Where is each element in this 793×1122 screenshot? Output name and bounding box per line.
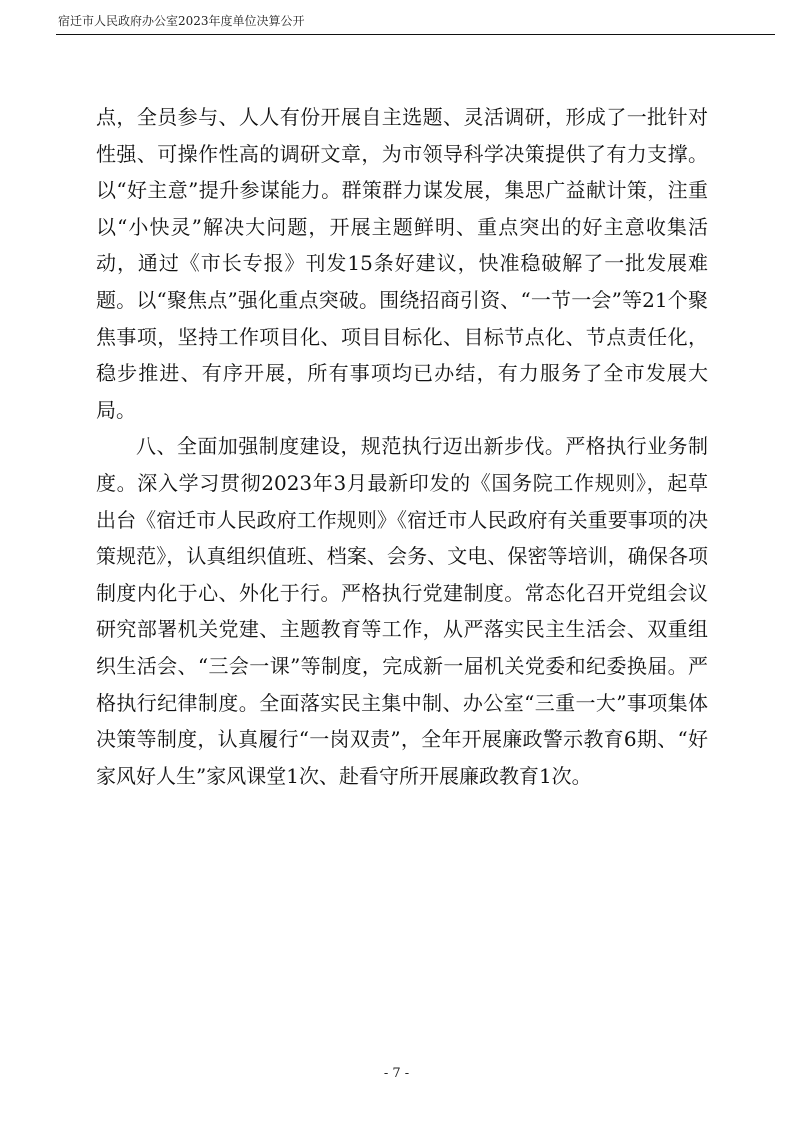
paragraph-section-eight: 八、全面加强制度建设，规范执行迈出新步伐。严格执行业务制度。深入学习贯彻2023年3月最新印发的《国务院工作规则》，起草出台《宿迁市人民政府工作规则》《宿迁市人民政府有关重要事项的决策规范》，认真组织值班、档案、会务、文电、保密等培训，确保各项制度内化于心、外化于行。严格执行党建制度。常态化召开党组会议研究部署机关党建、主题教育等工作，从严落实民主生活会、双重组织生活会、“三会一课”等制度，完成新一届机关党委和纪委换届。严格执行纪律制度。全面落实民主集中制、办公室“三重一大”事项集体决策等制度，认真履行“一岗双责”，全年开展廉政警示教育6期、“好家风好人生”家风课堂1次、赴看守所开展廉政教育1次。: [96, 434, 708, 788]
header-divider: [56, 34, 775, 35]
paragraph-continuation: 点，全员参与、人人有份开展自主选题、灵活调研，形成了一批针对性强、可操作性高的调研文章，为市领导科学决策提供了有力支撑。以“好主意”提升参谋能力。群策群力谋发展，集思广益献计策，注重以“小快灵”解决大问题，开展主题鲜明、重点突出的好主意收集活动，通过《市长专报》刊发15条好建议，快准稳破解了一批发展难题。以“聚焦点”强化重点突破。围绕招商引资、“一节一会”等21个聚焦事项，坚持工作项目化、项目目标化、目标节点化、节点责任化，稳步推进、有序开展，所有事项均已办结，有力服务了全市发展大局。: [96, 105, 708, 422]
page-header-title: 宿迁市人民政府办公室2023年度单位决算公开: [58, 14, 305, 28]
page-number: - 7 -: [383, 1066, 410, 1081]
document-body: [96, 99, 708, 794]
